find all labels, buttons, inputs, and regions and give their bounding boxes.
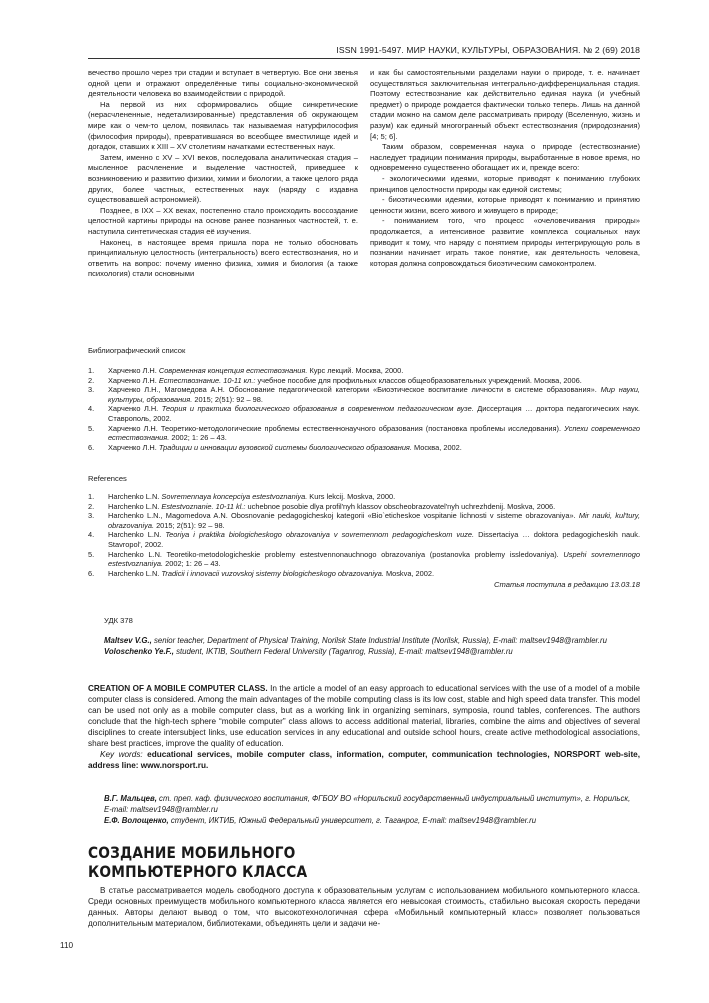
article-title-ru: СОЗДАНИЕ МОБИЛЬНОГО КОМПЬЮТЕРНОГО КЛАССА bbox=[88, 844, 308, 881]
reference-number: 2. bbox=[88, 501, 95, 511]
list-item: - экологическими идеями, которые приводят к пониманию глубоких принципов целостности природы как единой системы; bbox=[370, 173, 640, 194]
reference-number: 4. bbox=[88, 404, 95, 414]
paragraph: Затем, именно с XV – XVI веков, последовала аналитическая стадия – мысленное расчленение и выделение частностей, приведшее к возникновению и развитию физики, химии и биологии, а также целого ряда других, более частных, естественных наук (наряду с издавна существовавшей астрономией). bbox=[88, 152, 358, 205]
reference-item: 5. Harchenko L.N. Teoretiko-metodologicheskie problemy estestvennonauchnogo obrazovaniya (postanovka problemy issledovaniya). Uspehi sovremennogo estestvoznaniya. 2002; 1: 26 – 43. bbox=[88, 549, 640, 569]
reference-number: 5. bbox=[88, 549, 95, 559]
reference-item: 5. Харченко Л.Н. Теоретико-методологические проблемы естественнонаучного образования (постановка проблемы исследования). Успехи современного естествознания. 2002; 1: 26 – 43. bbox=[88, 423, 640, 443]
paragraph: В статье рассматривается модель свободного доступа к образовательным услугам с использованием мобильного компьютерного класса. Среди основных преимуществ мобильного компьютерного класса является его невысокая стоимость, стабильно высокая скорость передачи данных. Авторы делают вывод о том, что высокотехнологичная сфера «Мобильный компьютерный класс» позволяет пользоваться дополнительным материалом, библиотеками, объединять цели и задачи не- bbox=[88, 886, 640, 928]
keywords-label: Key words: bbox=[100, 750, 143, 759]
reference-number: 5. bbox=[88, 423, 95, 433]
reference-item: 4. Harchenko L.N. Teoriya i praktika biologicheskogo obrazovaniya v sovremennom pedagogicheskom vuze. Dissertaciya … doktora pedagogicheskih nauk. Stavropol', 2002. bbox=[88, 530, 640, 549]
reference-number: 3. bbox=[88, 511, 95, 521]
received-date: Статья поступила в редакцию 13.03.18 bbox=[494, 580, 640, 589]
author-name: В.Г. Мальцев, bbox=[104, 794, 157, 803]
two-column-text bbox=[88, 68, 640, 280]
author-entry bbox=[104, 793, 640, 815]
reference-item: 6. Харченко Л.Н. Традиции и инновации вузовской системы биологического образования. Москва, 2002. bbox=[88, 442, 462, 452]
authors-russian bbox=[104, 793, 640, 826]
author-info: студент, ИКТИБ, Южный Федеральный университет, г. Таганрог, E-mail: maltsev1948@rambler.ru bbox=[168, 816, 537, 825]
header-rule bbox=[88, 58, 640, 59]
paragraph: Наконец, в настоящее время пришла пора не только обосновать принципиальную целостность (интегральность) всего естествознания, но и ответить на вопрос: почему именно физика, химия и биология (а также психология) стали основными bbox=[88, 237, 358, 279]
paragraph: и как бы самостоятельными разделами науки о природе, т. е. начинает осуществляться заключительная интегрально-дифференциальная стадия. Поэтому естествознание как действительно единая наука (и учебный предмет) о природе рождается фактически только теперь. Лишь на данной стадии можно на самом деле рассматривать природу (Вселенную, жизнь и разум) как единый многогранный объект естествознания (природознания) [4; 5; 6]. bbox=[370, 68, 640, 141]
authors-english bbox=[104, 636, 640, 657]
references-list bbox=[88, 492, 640, 578]
list-item: - пониманием того, что процесс «очеловечивания природы» продолжается, а интенсивное развитие комплекса социальных наук приводит к тому, что наряду с понятием природы интегрирующую роль в познании начинает играть такое понятие, как деятельность человека, которая должна сопровождаться биоэтическим самоконтролем. bbox=[370, 216, 640, 268]
paragraph: На первой из них сформировались общие синкретические (нерасчлененные, недетализированные) представления об окружающем мире как о чем-то целом, появилась так называемая натурфилософия (философия природы), превратившаяся во всеобщее вместилище идей и догадок, ставших к XIII – XV столетиям начатками естественных наук. bbox=[88, 99, 358, 152]
reference-number: 3. bbox=[88, 385, 95, 395]
right-column bbox=[370, 68, 640, 280]
bibliography-list bbox=[88, 366, 640, 452]
author-entry bbox=[104, 815, 640, 826]
reference-item: 3. Harchenko L.N., Magomedova A.N. Obosnovanie pedagogicheskoj kategorii «Bio`eticheskoe vospitanie lichnosti v sisteme obrazovaniya». Mir nauki, kul'tury, obrazovaniya. 2015; 2(51): 92 – 98. bbox=[88, 511, 640, 530]
reference-item: 2. Харченко Л.Н. Естествознание. 10-11 кл.: учебное пособие для профильных классов общеобразовательных учреждений. Москва, 2006. bbox=[88, 375, 582, 385]
author-info: ст. преп. каф. физического воспитания, ФГБОУ ВО «Норильский государственный индустриальный институт», г. Норильск, E-mail: maltsev1948@rambler.ru bbox=[104, 794, 631, 814]
references-title: References bbox=[88, 474, 127, 483]
reference-item: 3. Харченко Л.Н., Магомедова А.Н. Обоснование педагогической категории «Биоэтическое воспитание личности в системе образования». Мир науки, культуры, образования. 2015; 2(51): 92 – 98. bbox=[88, 385, 640, 404]
reference-item: 1. Harchenko L.N. Sovremennaya koncepciya estestvoznaniya. Kurs lekcij. Moskva, 2000. bbox=[88, 492, 396, 501]
bibliography-title: Библиографический список bbox=[88, 346, 186, 355]
page-number: 110 bbox=[60, 941, 74, 950]
reference-item: 6. Harchenko L.N. Tradicii i innovacii vuzovskoj sistemy biologicheskogo obrazovaniya. Moskva, 2002. bbox=[88, 568, 435, 578]
reference-number: 4. bbox=[88, 530, 95, 540]
left-column bbox=[88, 68, 358, 280]
reference-item: 2. Harchenko L.N. Estestvoznanie. 10-11 kl.: uchebnoe posobie dlya profil'nyh klassov obscheobrazovatel'nyh uchrezhdenij. Moskva, 2006. bbox=[88, 501, 556, 511]
author-info: senior teacher, Department of Physical Training, Norilsk State Industrial Institute (Norilsk, Russia), E-mail: maltsev1948@rambler.ru bbox=[151, 636, 607, 645]
reference-number: 2. bbox=[88, 375, 95, 385]
author-name: Voloschenko Ye.F., bbox=[104, 646, 174, 656]
abstract-english bbox=[88, 683, 640, 771]
reference-number: 1. bbox=[88, 492, 95, 501]
reference-item: 1. Харченко Л.Н. Современная концепция естествознания. Курс лекций. Москва, 2000. bbox=[88, 366, 404, 375]
reference-number: 1. bbox=[88, 366, 95, 375]
reference-number: 6. bbox=[88, 568, 95, 578]
article-title-en: CREATION OF A MOBILE COMPUTER CLASS. bbox=[88, 684, 268, 693]
author-name: Maltsev V.G., bbox=[104, 636, 152, 645]
paragraph: Позднее, в IXX – XX веках, постепенно стало происходить воссоздание целостной картины природы на основе ранее познанных частностей, т. е. наступила синтетическая стадия её изучения. bbox=[88, 205, 358, 236]
paragraph: Таким образом, современная наука о природе (естествознание) наследует традиции понимания природы, выработанные в новое время, но одновременно существенно обогащает их и, прежде всего: bbox=[370, 142, 640, 173]
author-entry bbox=[104, 636, 640, 647]
running-header: ISSN 1991-5497. МИР НАУКИ, КУЛЬТУРЫ, ОБРАЗОВАНИЯ. № 2 (69) 2018 bbox=[336, 45, 640, 55]
author-info: student, IKTIB, Southern Federal University (Taganrog, Russia), E-mail: maltsev1948@rambler.ru bbox=[173, 646, 513, 656]
reference-number: 6. bbox=[88, 442, 95, 452]
abstract-russian bbox=[88, 885, 640, 929]
udk-code: УДК 378 bbox=[104, 616, 133, 625]
list-item: - биоэтическими идеями, которые приводят к пониманию и принятию ценности жизни, всего живого и живущего в природе; bbox=[370, 195, 640, 215]
paragraph: вечество прошло через три стадии и вступает в четвертую. Все они звенья одной цепи и отражают определённые типы социально-экономической деятельности человека во взаимодействии с природой. bbox=[88, 68, 358, 99]
keywords: Key words: educational services, mobile computer class, information, computer, communication technologies, NORSPORT web-site, address line: www.norsport.ru. bbox=[88, 750, 640, 770]
author-entry bbox=[104, 647, 640, 658]
abstract-body: CREATION OF A MOBILE COMPUTER CLASS. In the article a model of an easy approach to educational services with the use of a model of a mobile computer class is considered. Among the main advantages of the mobile computing class is its low cost, stable and high speed data transfer. This model can be used not only as a mobile computer class, but as a working link in organizing seminars, symposia, round tables, conferences. The authors conclude that the high-tech sphere “mobile computer” class allows to access additional material, libraries, combine the aims and objectives of several disciplines to create intersubject links, use education services in any educational and outside school hours, create active methodological associations, share best practices, improve the quality of education. bbox=[88, 684, 640, 748]
author-name: Е.Ф. Волощенко, bbox=[104, 816, 169, 825]
reference-item: 4. Харченко Л.Н. Теория и практика биологического образования в современном педагогическом вузе. Диссертация … доктора педагогических наук. Ставрополь, 2002. bbox=[88, 404, 640, 423]
